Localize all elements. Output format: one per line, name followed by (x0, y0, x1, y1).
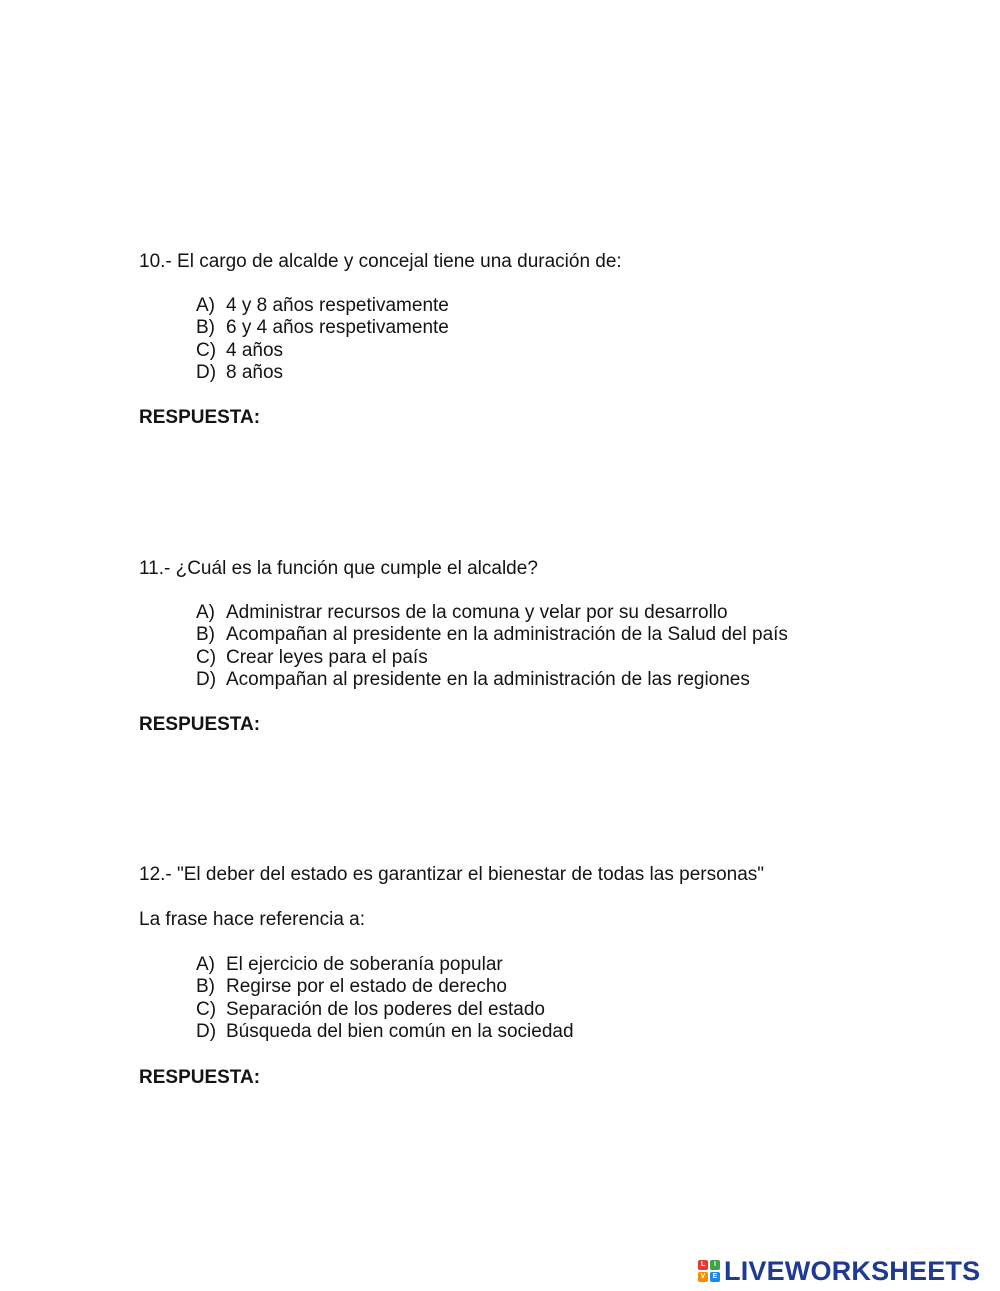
option-text: Búsqueda del bien común en la sociedad (226, 1021, 574, 1043)
option-letter: D) (196, 362, 217, 384)
option-text: Crear leyes para el país (226, 646, 428, 668)
question-12-stem: 12.- "El deber del estado es garantizar el bienestar de todas las personas" (139, 864, 765, 885)
option-letter: B) (196, 976, 215, 998)
option-item (196, 295, 449, 317)
option-text: 4 y 8 años respetivamente (226, 295, 449, 316)
option-letter: B) (196, 624, 215, 646)
option-text: Separación de los poderes del estado (226, 998, 546, 1020)
logo-block-e: E (710, 1272, 720, 1282)
option-letter: C) (196, 339, 217, 361)
option-item (196, 976, 574, 998)
option-item (196, 999, 574, 1021)
option-text: 6 y 4 años respetivamente (226, 317, 449, 339)
option-text: Acompañan al presidente en la administración de la Salud del país (226, 624, 788, 646)
logo-blocks-icon (698, 1260, 720, 1282)
option-letter: C) (196, 646, 217, 668)
option-text: 8 años (226, 362, 284, 384)
option-text: Regirse por el estado de derecho (226, 976, 507, 998)
option-letter: C) (196, 998, 217, 1020)
option-text: Acompañan al presidente en la administración de las regiones (226, 669, 750, 691)
option-item (196, 1021, 574, 1043)
option-item (196, 954, 574, 976)
question-12-substem: La frase hace referencia a: (139, 909, 366, 930)
logo-block-v: V (698, 1272, 708, 1282)
option-text: 4 años (226, 339, 284, 361)
option-letter: D) (196, 669, 217, 691)
question-11-answer-label: RESPUESTA: (139, 714, 261, 735)
option-letter: A) (196, 954, 215, 975)
question-11-stem: 11.- ¿Cuál es la función que cumple el alcalde? (139, 558, 538, 579)
question-10-options (196, 295, 449, 385)
option-text: El ejercicio de soberanía popular (226, 954, 503, 975)
question-10-answer-label: RESPUESTA: (139, 407, 261, 428)
liveworksheets-logo (698, 1256, 980, 1286)
option-letter: A) (196, 602, 215, 623)
option-item (196, 647, 788, 669)
option-item (196, 317, 449, 339)
option-letter: A) (196, 295, 215, 316)
option-item (196, 340, 449, 362)
logo-block-l: L (698, 1260, 708, 1270)
question-10-stem: 10.- El cargo de alcalde y concejal tiene una duración de: (139, 251, 622, 272)
option-item (196, 669, 788, 691)
option-text: Administrar recursos de la comuna y velar por su desarrollo (226, 602, 728, 623)
question-12-options (196, 954, 574, 1044)
option-letter: D) (196, 1021, 217, 1043)
option-letter: B) (196, 317, 215, 339)
option-item (196, 362, 449, 384)
option-item (196, 602, 788, 624)
question-12-answer-label: RESPUESTA: (139, 1067, 261, 1088)
option-item (196, 624, 788, 646)
logo-text: LIVEWORKSHEETS (724, 1256, 981, 1286)
question-11-options (196, 602, 788, 692)
logo-block-i: I (710, 1260, 720, 1270)
